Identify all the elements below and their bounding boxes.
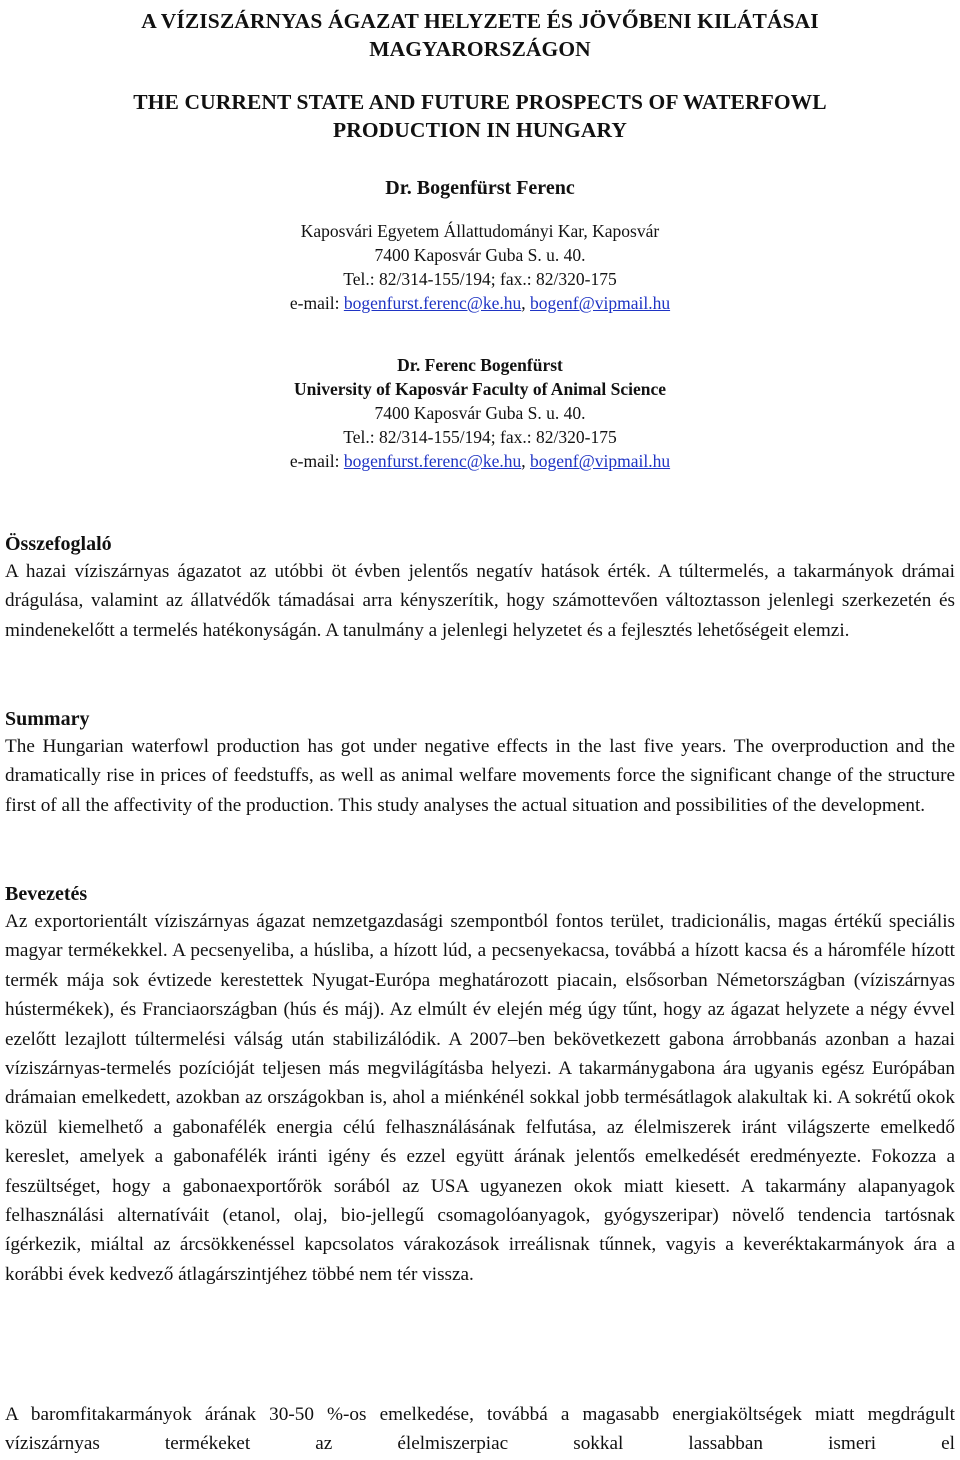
summary-heading: Summary bbox=[5, 708, 90, 730]
email-separator-hu: , bbox=[521, 293, 531, 313]
email-separator-en: , bbox=[521, 451, 531, 471]
title-hungarian bbox=[0, 7, 960, 63]
email-line-hu bbox=[0, 291, 960, 315]
email-link-ke-en[interactable]: bogenfurst.ferenc@ke.hu bbox=[343, 451, 522, 471]
introduction-heading: Bevezetés bbox=[5, 883, 88, 905]
email-label-hu: e-mail: bbox=[289, 293, 344, 313]
email-link-vipmail-hu[interactable]: bogenf@vipmail.hu bbox=[530, 293, 671, 313]
email-label-en: e-mail: bbox=[289, 451, 344, 471]
institution-hu: Kaposvári Egyetem Állattudományi Kar, Kaposvár bbox=[300, 221, 660, 241]
title-en-line-2: PRODUCTION IN HUNGARY bbox=[333, 118, 627, 142]
author-name-hu: Dr. Bogenfürst Ferenc bbox=[385, 177, 575, 199]
author-block-en bbox=[0, 353, 960, 473]
phone-hu: Tel.: 82/314-155/194; fax.: 82/320-175 bbox=[343, 269, 617, 289]
email-line-en bbox=[0, 449, 960, 473]
institution-en: University of Kaposvár Faculty of Animal Science bbox=[293, 379, 666, 399]
phone-en: Tel.: 82/314-155/194; fax.: 82/320-175 bbox=[343, 427, 617, 447]
abstract-hu-heading: Összefoglaló bbox=[5, 533, 112, 555]
abstract-hu-paragraph: A hazai víziszárnyas ágazatot az utóbbi öt évben jelentős negatív hatások érték. A túltermelés, a takarmányok drámai drágulása, valamint az állatvédők támadásai arra kényszerítik, hogy számottevően változtasson jelenlegi szerkezetén és mindenekelőtt a termelés hatékonyságán. A tanulmány a jelenlegi helyzetet és a fejlesztés lehetőségeit elemzi. bbox=[5, 561, 955, 641]
introduction-paragraph-2: A baromfitakarmányok árának 30-50 %-os emelkedése, továbbá a magasabb energiaköltségek miatt megdrágult víziszárnyas termékeket az élelmiszerpiac sokkal lassabban ismeri el bbox=[5, 1404, 955, 1455]
title-english bbox=[0, 88, 960, 144]
summary-paragraph: The Hungarian waterfowl production has got under negative effects in the last five years. The overproduction and the dramatically rise in prices of feedstuffs, as well as animal welfare movements force the significant change of the structure first of all the affectivity of the production. This study analyses the actual situation and possibilities of the development. bbox=[5, 736, 955, 816]
title-hu-line-2: MAGYARORSZÁGON bbox=[369, 37, 591, 61]
address-en: 7400 Kaposvár Guba S. u. 40. bbox=[374, 403, 586, 423]
author-name-en: Dr. Ferenc Bogenfürst bbox=[397, 355, 563, 375]
introduction-paragraph-1: Az exportorientált víziszárnyas ágazat nemzetgazdasági szempontból fontos terület, tradicionális, magas értékű speciális magyar termékekkel. A pecsenyeliba, a húsliba, a hízott lúd, a pecsenyekacsa, továbbá a hízott kacsa és a háromféle hízott termék mája sok évtizede kerestettek Nyugat-Európa meghatározott piacain, elsősorban Németországban (víziszárnyas hústermékek), és Franciaországban (hús és máj). Az elmúlt év elején még úgy tűnt, hogy az ágazat helyzete a négy évvel ezelőtt lezajlott túltermelési válság után stabilizálódik. A 2007–ben bekövetkezett gabona árrobbanás azonban a hazai víziszárnyas-termelés pozícióját teljesen más megvilágításba helyezi. A takarmánygabona ára ugyanis egész Európában drámaian emelkedett, azokban az országokban is, ahol a miénkénél sokkal jobb termésátlagok alakultak ki. A sokrétű okok közül kiemelhető a gabonafélék energia célú felhasználásának felfutása, az élelmiszerek iránt világszerte emelkedő kereslet, amelyek a gabonafélék iránti igény és ezzel együtt árának jelentős emelkedését eredményezte. Fokozza a feszültséget, hogy a gabonaexportőrök sorából az USA ugyanezen okok miatt kiesett. A takarmány alapanyagok felhasználási alternatíváit (etanol, olaj, bio-jellegű csomagolóanyagok, gyógyszeripar) növelő tendencia tartósnak ígérkezik, miáltal az árcsökkenéssel kapcsolatos várakozások irreálisnak tűnnek, vagyis a keveréktakarmányok ára a korábbi évek kedvező átlagárszintjéhez többé nem tér vissza. bbox=[5, 911, 955, 1285]
author-block-hu bbox=[0, 175, 960, 315]
email-link-vipmail-en[interactable]: bogenf@vipmail.hu bbox=[530, 451, 671, 471]
title-en-line-1: THE CURRENT STATE AND FUTURE PROSPECTS OF WATERFOWL bbox=[133, 90, 827, 114]
email-link-ke-hu[interactable]: bogenfurst.ferenc@ke.hu bbox=[343, 293, 522, 313]
address-hu: 7400 Kaposvár Guba S. u. 40. bbox=[374, 245, 586, 265]
title-hu-line-1: A VÍZISZÁRNYAS ÁGAZAT HELYZETE ÉS JÖVŐBENI KILÁTÁSAI bbox=[141, 9, 819, 33]
